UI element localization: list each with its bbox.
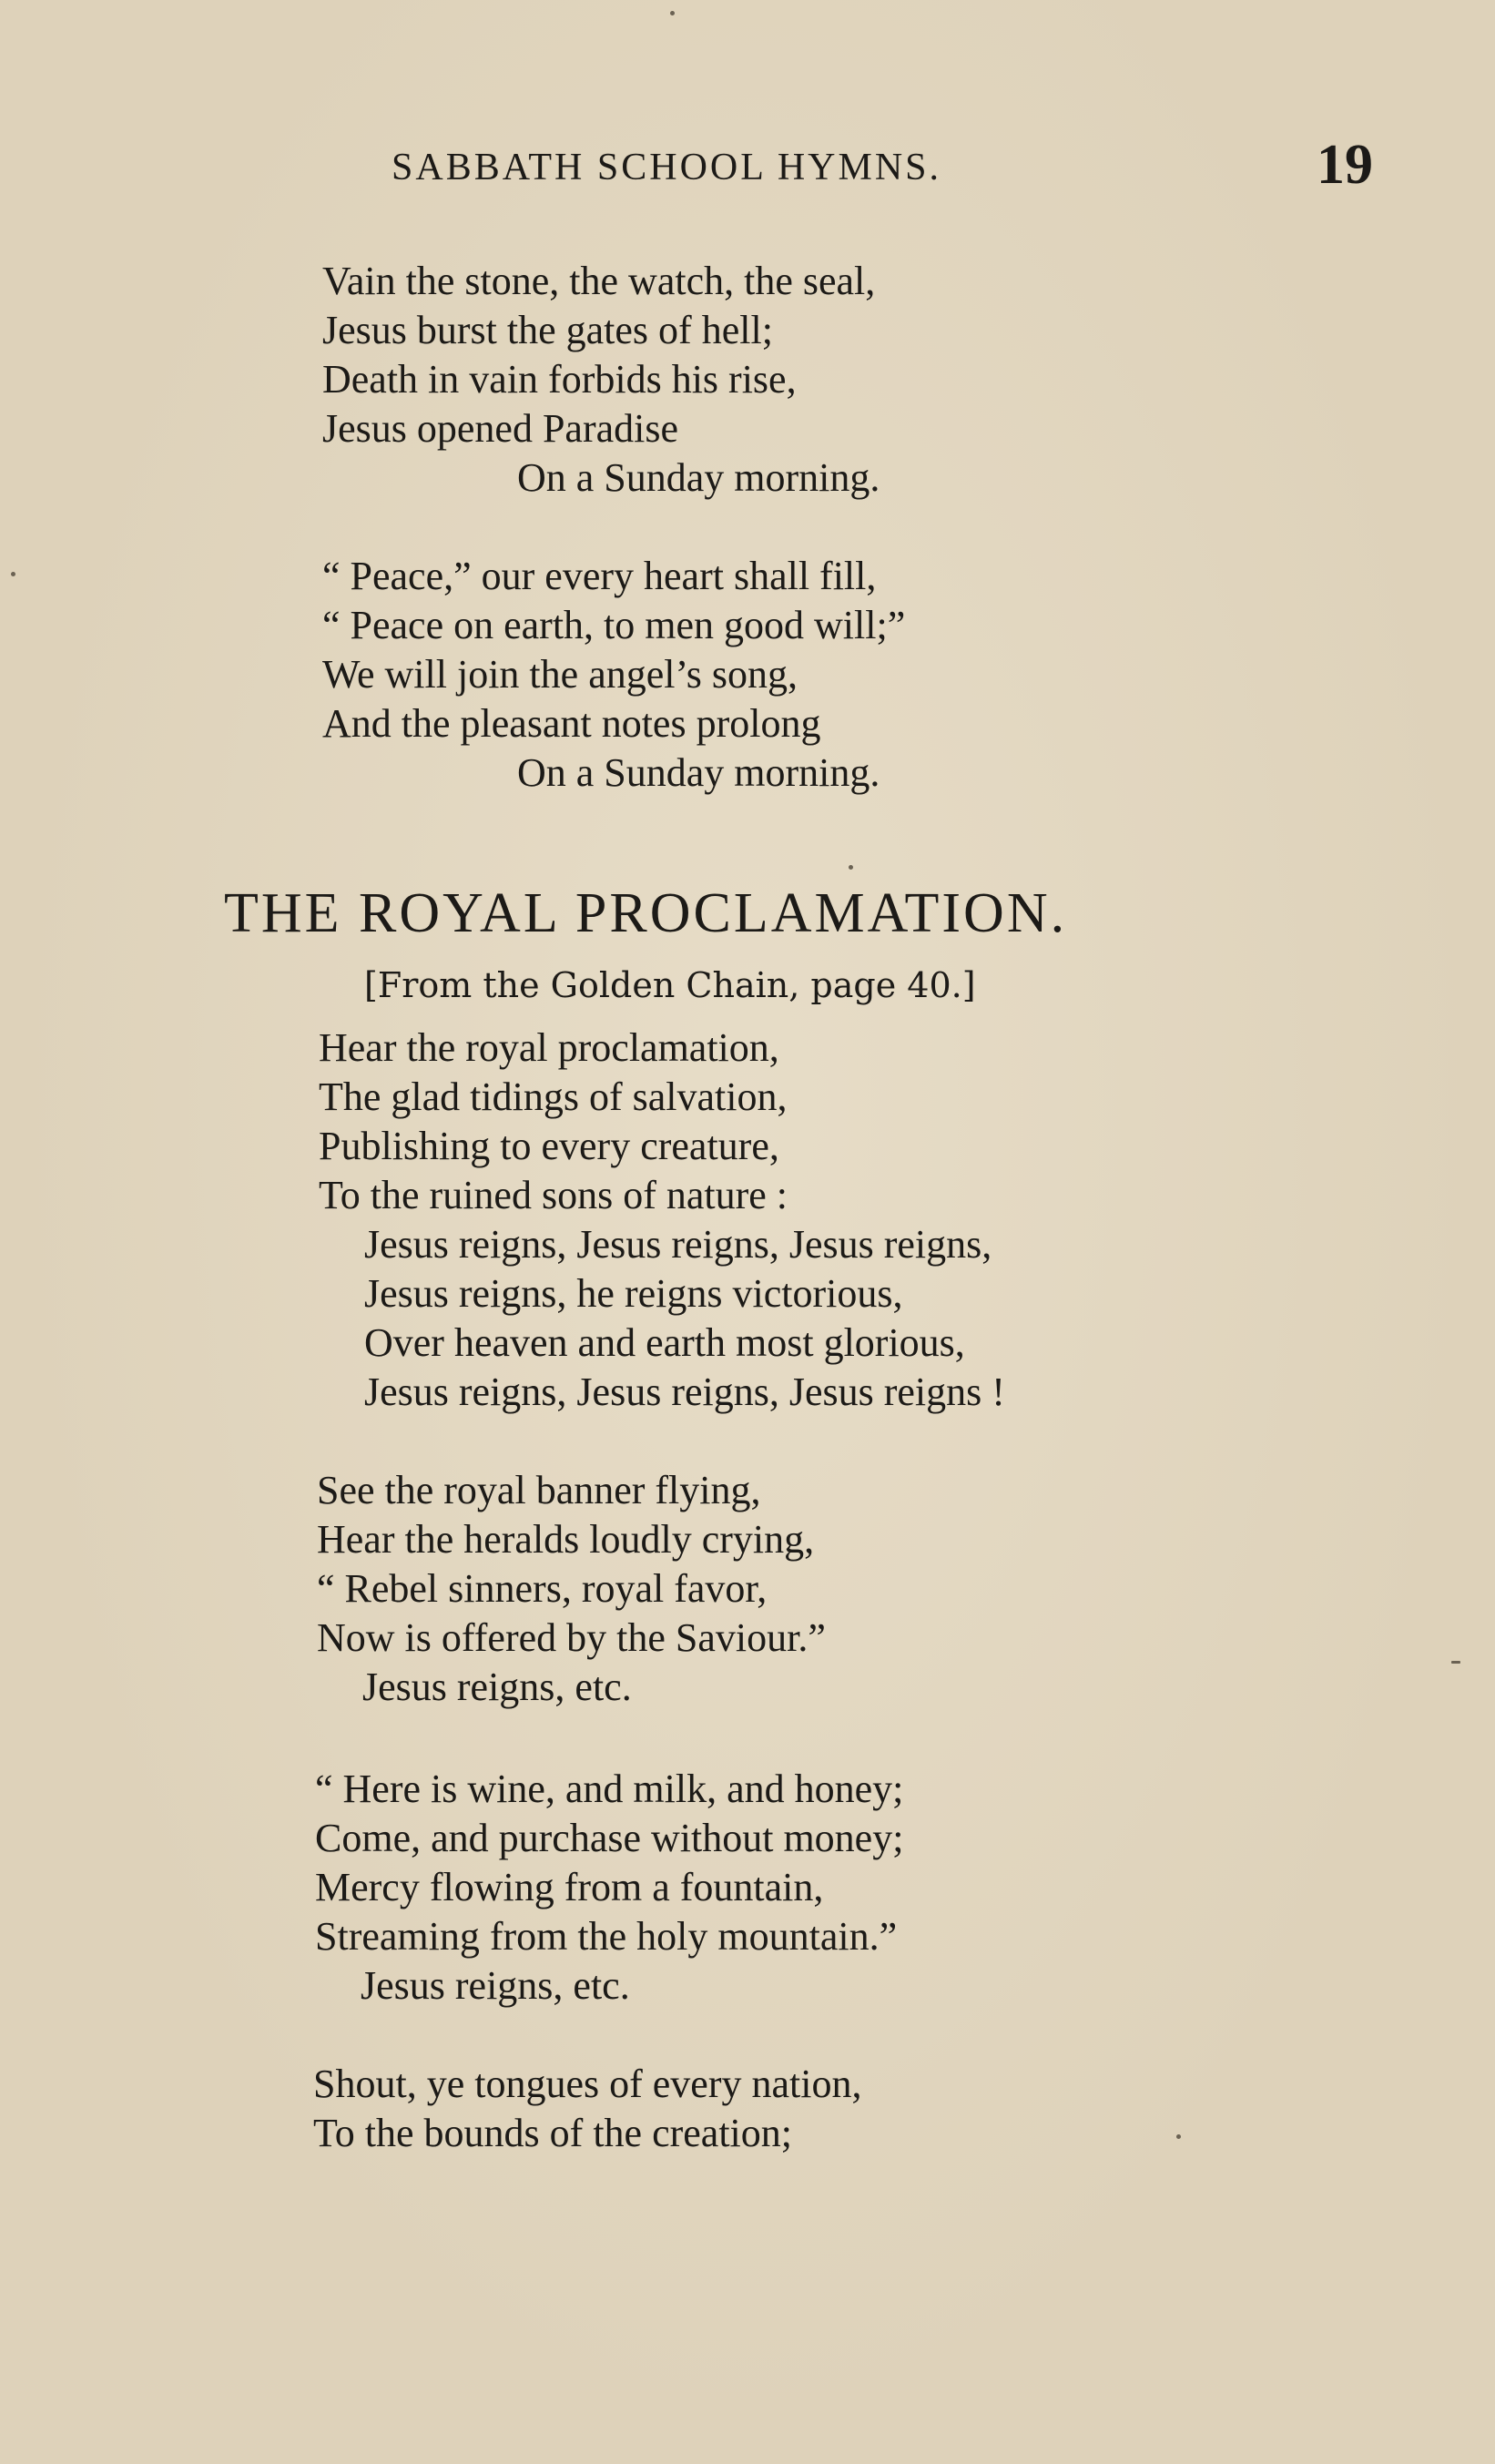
verse-line: “ Peace on earth, to men good will;” — [322, 603, 906, 647]
continued-stanza-2 — [322, 552, 905, 798]
hymn-stanza-2 — [317, 1466, 826, 1712]
verse-line: To the bounds of the creation; — [313, 2111, 793, 2155]
chorus-line: Jesus reigns, he reigns victorious, — [364, 1271, 903, 1316]
verse-line: And the pleasant notes prolong — [322, 701, 821, 746]
hymn-stanza-3 — [315, 1765, 903, 2011]
verse-line: “ Peace,” our every heart shall fill, — [322, 554, 877, 598]
verse-line: Mercy flowing from a fountain, — [315, 1865, 824, 1909]
verse-line: See the royal banner flying, — [317, 1468, 761, 1512]
paper-speck — [1176, 2134, 1181, 2139]
chorus-line: Jesus reigns, etc. — [361, 1963, 630, 2008]
verse-line: To the ruined sons of nature : — [319, 1173, 788, 1217]
hymn-source: [From the Golden Chain, page 40.] — [364, 965, 976, 1005]
chorus-line: Jesus reigns, Jesus reigns, Jesus reigns, — [364, 1222, 992, 1267]
verse-line: Hear the royal proclamation, — [319, 1025, 779, 1070]
hymn-stanza-1 — [319, 1023, 1005, 1417]
hymn-title: THE ROYAL PROCLAMATION. — [224, 882, 1068, 944]
verse-line: Shout, ye tongues of every nation, — [313, 2062, 862, 2106]
chorus-line: Jesus reigns, Jesus reigns, Jesus reigns ! — [364, 1369, 1005, 1414]
verse-line: Streaming from the holy mountain.” — [315, 1914, 898, 1959]
paper-speck — [1451, 1661, 1460, 1664]
verse-line: Jesus opened Paradise — [322, 406, 679, 451]
refrain-line: On a Sunday morning. — [517, 750, 880, 795]
page-number: 19 — [1317, 134, 1373, 196]
paper-speck — [670, 11, 675, 15]
verse-line: The glad tidings of salvation, — [319, 1074, 788, 1119]
verse-line: Now is offered by the Saviour.” — [317, 1615, 826, 1660]
verse-line: Vain the stone, the watch, the seal, — [322, 259, 876, 303]
hymn-stanza-4 — [313, 2060, 861, 2158]
verse-line: Come, and purchase without money; — [315, 1816, 904, 1860]
chorus-line: Over heaven and earth most glorious, — [364, 1320, 965, 1365]
verse-line: Death in vain forbids his rise, — [322, 357, 797, 402]
verse-line: Publishing to every creature, — [319, 1124, 779, 1168]
verse-line: Hear the heralds loudly crying, — [317, 1517, 815, 1562]
paper-speck — [11, 572, 15, 576]
verse-line: “ Here is wine, and milk, and honey; — [315, 1767, 904, 1811]
continued-stanza-1 — [322, 257, 880, 503]
running-head: SABBATH SCHOOL HYMNS. — [392, 147, 942, 188]
verse-line: Jesus burst the gates of hell; — [322, 308, 773, 352]
verse-line: “ Rebel sinners, royal favor, — [317, 1566, 768, 1611]
verse-line: We will join the angel’s song, — [322, 652, 798, 697]
chorus-line: Jesus reigns, etc. — [362, 1665, 632, 1709]
paper-speck — [849, 865, 853, 870]
refrain-line: On a Sunday morning. — [517, 455, 880, 500]
